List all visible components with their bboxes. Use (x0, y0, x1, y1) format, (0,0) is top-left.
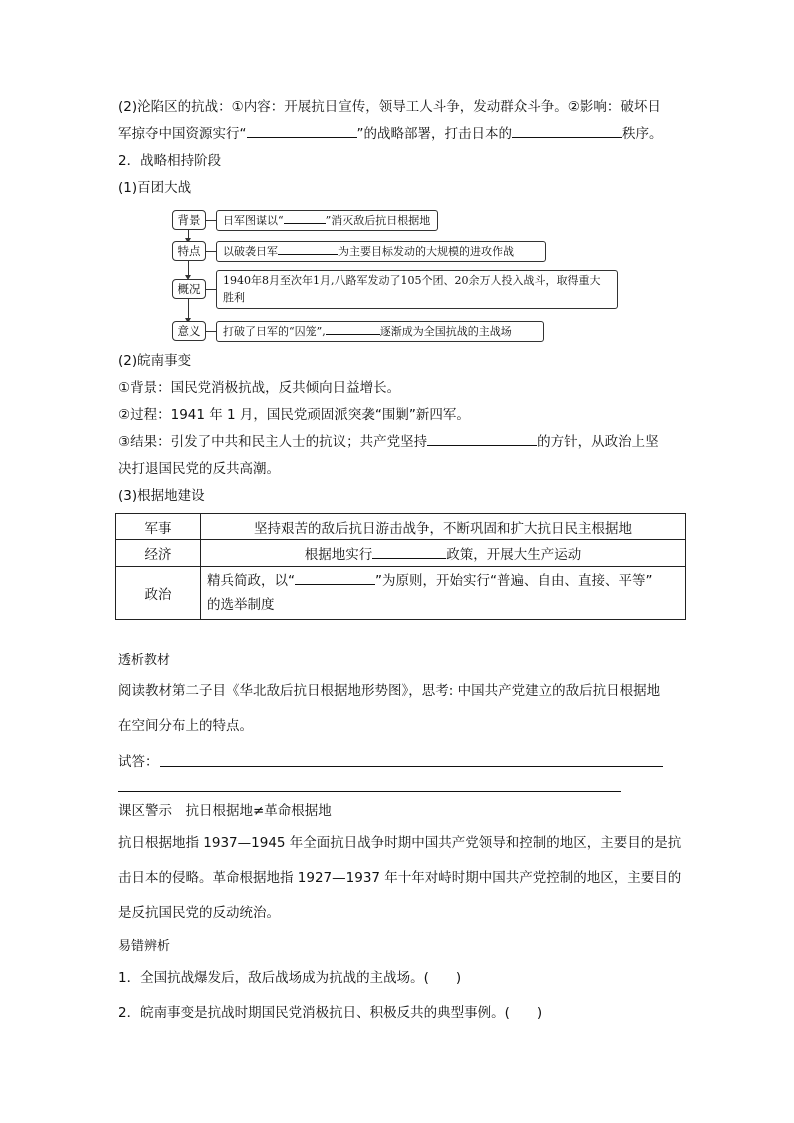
politics-text-a: 精兵简政，以“ (207, 573, 295, 589)
table-key-politics: 政治 (116, 567, 201, 620)
table-row (116, 514, 686, 540)
flow-label-overview: 概况 (172, 279, 206, 299)
occupied-area-text-c: 秩序。 (622, 126, 663, 142)
flow-box-background (216, 210, 438, 231)
error-question-1: 1．全国抗战爆发后，敌后战场成为抗战的主战场。( ) (118, 970, 462, 986)
flow-significance-text-a: 打破了日军的“囚笼”, (223, 325, 326, 338)
fill-blank-7[interactable] (372, 545, 446, 559)
analysis-title: 透析教材 (118, 653, 171, 668)
flow-background-text-b: ”消灭敌后抗日根据地 (325, 214, 431, 227)
table-key-economy: 经济 (116, 540, 201, 567)
wannan-result-line-1 (118, 432, 659, 452)
flow-label-background: 背景 (172, 210, 206, 230)
connector-line (206, 331, 216, 332)
connector-line (206, 251, 216, 252)
flow-feature-text-b: 为主要目标发动的大规模的进攻作战 (338, 245, 514, 258)
fill-blank-6[interactable] (427, 432, 537, 446)
flow-box-significance (216, 321, 544, 342)
table-row (116, 540, 686, 567)
error-question-2: 2．皖南事变是抗战时期国民党消极抗日、积极反共的典型事例。( ) (118, 1005, 543, 1021)
occupied-area-line-1: (2)沦陷区的抗战：①内容：开展抗日宣传，领导工人斗争，发动群众斗争。②影响：破坏日 (118, 99, 661, 115)
economy-text-a: 根据地实行 (304, 547, 373, 563)
politics-line-1 (207, 569, 679, 593)
warning-line-1: 抗日根据地指 1937—1945 年全面抗日战争时期中国共产党领导和控制的地区，主要目的是抗 (118, 835, 682, 851)
politics-text-b: ”为原则，开始实行“普遍、自由、直接、平等” (375, 573, 653, 589)
wannan-result-line-2: 决打退国民党的反共高潮。 (118, 461, 280, 477)
table-key-military: 军事 (116, 514, 201, 540)
wannan-incident-title: (2)皖南事变 (118, 353, 192, 369)
wannan-process: ②过程：1941 年 1 月，国民党顽固派突袭“围剿”新四军。 (118, 407, 470, 423)
flow-box-overview (216, 270, 618, 309)
flow-overview-line-1: 1940年8月至次年1月,八路军发动了105个团、20余万人投入战斗，取得重大 (223, 274, 601, 287)
table-value-economy (201, 540, 686, 567)
occupied-area-line-2 (118, 124, 663, 144)
flow-box-feature (216, 241, 546, 262)
flow-label-significance: 意义 (172, 321, 206, 341)
warning-line-2: 击日本的侵略。革命根据地指 1927—1937 年十年对峙时期中国共产党控制的地区，主要目的 (118, 870, 682, 886)
fill-blank-4[interactable] (278, 243, 338, 255)
occupied-area-text-b: ”的战略部署，打击日本的 (356, 126, 512, 142)
fill-blank-5[interactable] (326, 323, 380, 335)
warning-line-3: 是反抗国民党的反动统治。 (118, 905, 280, 921)
occupied-area-text-a: 军掠夺中国资源实行“ (118, 126, 247, 142)
base-building-title: (3)根据地建设 (118, 488, 205, 504)
flow-background-text-a: 日军图谋以“ (223, 214, 284, 227)
errors-title: 易错辨析 (118, 939, 171, 954)
fill-blank-3[interactable] (284, 212, 326, 224)
economy-text-b: 政策，开展大生产运动 (446, 547, 582, 563)
wannan-result-text-b: 的方针，从政治上坚 (537, 434, 659, 450)
section-2-title: 2．战略相持阶段 (118, 153, 222, 169)
answer-line-2[interactable] (118, 791, 621, 792)
flow-feature-text-a: 以破袭日军 (223, 245, 278, 258)
answer-line-1[interactable] (160, 766, 663, 767)
fill-blank-2[interactable] (512, 124, 622, 138)
wannan-result-text-a: ③结果：引发了中共和民主人士的抗议；共产党坚持 (118, 434, 428, 450)
flow-significance-text-b: 逐渐成为全国抗战的主战场 (379, 325, 512, 338)
analysis-line-2: 在空间分布上的特点。 (118, 718, 253, 734)
analysis-line-1: 阅读教材第二子目《华北敌后抗日根据地形势图》，思考: 中国共产党建立的敌后抗日根据地 (118, 683, 661, 699)
table-value-politics (201, 567, 686, 620)
fill-blank-1[interactable] (247, 124, 357, 138)
table-row (116, 567, 686, 620)
warning-title: 课区警示 抗日根据地≠革命根据地 (118, 803, 332, 819)
answer-label: 试答： (118, 754, 159, 770)
base-building-table (115, 513, 686, 620)
connector-line (206, 289, 216, 290)
connector-line (206, 220, 216, 221)
wannan-background: ①背景：国民党消极抗战，反共倾向日益增长。 (118, 380, 401, 396)
flow-overview-line-2: 胜利 (223, 291, 245, 304)
hundred-regiments-title: (1)百团大战 (118, 180, 192, 196)
flow-label-feature: 特点 (172, 241, 206, 261)
fill-blank-8[interactable] (295, 571, 375, 585)
politics-line-2: 的选举制度 (207, 597, 275, 613)
table-value-military: 坚持艰苦的敌后抗日游击战争，不断巩固和扩大抗日民主根据地 (201, 514, 686, 540)
